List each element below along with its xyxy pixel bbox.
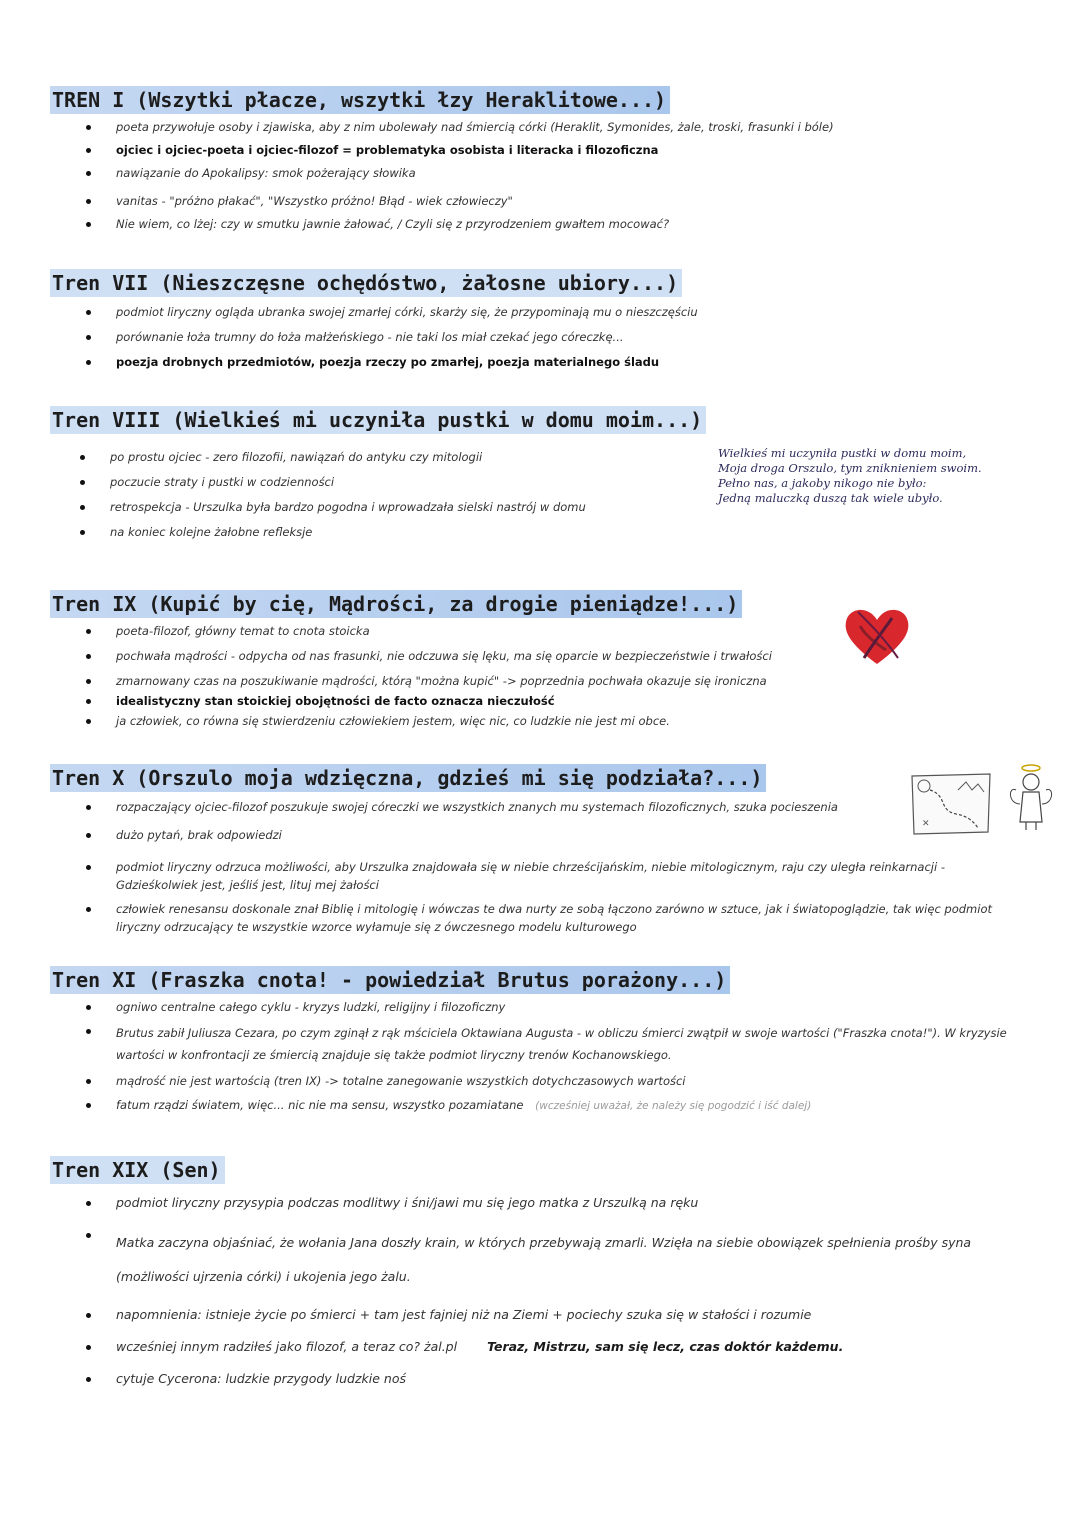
list-item: poeta przywołuje osoby i zjawiska, aby z nim ubolewały nad śmiercią córki (Heraklit, Symonides, żale, troski, frasunki i bóle) <box>0 118 1080 136</box>
list-item: poeta-filozof, główny temat to cnota stoicka <box>0 622 1080 640</box>
bullet-list <box>0 118 1080 233</box>
section-tren-11 <box>0 966 1080 1115</box>
list-item: Nie wiem, co lżej: czy w smutku jawnie żałować, / Czyli się z przyrodzeniem gwałtem mocować? <box>0 215 1080 233</box>
section-tren-9 <box>0 590 1080 730</box>
section-heading: Tren VIII (Wielkieś mi uczyniła pustki w domu moim...) <box>50 406 706 434</box>
section-heading: Tren VII (Nieszczęsne ochędóstwo, żałosne ubiory...) <box>50 269 682 297</box>
list-item: rozpaczający ojciec-filozof poszukuje swojej córeczki we wszystkich znanych mu systemach filozoficznych, szuka pocieszenia <box>0 798 1080 816</box>
poem-quote: Wielkieś mi uczyniła pustki w domu moim, Moja droga Orszulo, tym zniknieniem swoim. Pełno nas, a jakoby nikogo nie było: Jedną maluczką duszą tak wiele ubyło. <box>718 446 982 505</box>
bullet-list <box>0 622 1080 730</box>
section-heading: Tren XI (Fraszka cnota! - powiedział Brutus porażony...) <box>50 966 730 994</box>
list-item: podmiot liryczny odrzuca możliwości, aby Urszulka znajdowała się w niebie chrześcijańskim, niebie mitologicznym, raju czy uległa reinkarnacji - Gdzieśkolwiek jest, jeśliś jest, lituj mej żałości <box>0 858 1080 894</box>
section-heading: Tren X (Orszulo moja wdzięczna, gdzieś mi się podziała?...) <box>50 764 766 792</box>
list-item: nawiązanie do Apokalipsy: smok pożerający słowika <box>0 164 1080 182</box>
list-item: zmarnowany czas na poszukiwanie mądrości, którą "można kupić" -> poprzednia pochwała okazuje się ironiczna <box>0 672 1080 690</box>
bullet-list <box>0 998 1080 1115</box>
section-heading: Tren IX (Kupić by cię, Mądrości, za drogie pieniądze!...) <box>50 590 742 618</box>
list-item: mądrość nie jest wartością (tren IX) -> totalne zanegowanie wszystkich dotychczasowych wartości <box>0 1072 1080 1090</box>
list-item: porównanie łoża trumny do łoża małżeńskiego - nie taki los miał czekać jego córeczkę... <box>0 328 1080 346</box>
bullet-list <box>0 1194 1080 1388</box>
section-tren-8 <box>0 406 1080 541</box>
section-tren-1 <box>0 86 1080 233</box>
section-tren-10 <box>0 764 1080 936</box>
list-item: człowiek renesansu doskonale znał Biblię i mitologię i wówczas te dwa nurty ze sobą łączono zarówno w sztuce, jak i światopoglądzie, tak więc podmiot liryczny odrzucający te wszystkie wzorce wyłamuje się z ówczesnego modelu kulturowego <box>0 900 1080 936</box>
list-item: na koniec kolejne żałobne refleksje <box>0 523 1080 541</box>
list-item: podmiot liryczny przysypia podczas modlitwy i śni/jawi mu się jego matka z Urszulką na ręku <box>0 1194 1080 1212</box>
section-heading: TREN I (Wszytki płacze, wszytki łzy Heraklitowe...) <box>50 86 670 114</box>
list-item: podmiot liryczny ogląda ubranka swojej zmarłej córki, skarży się, że przypominają mu o nieszczęściu <box>0 303 1080 321</box>
list-item: Brutus zabił Juliusza Cezara, po czym zginął z rąk mściciela Oktawiana Augusta - w obliczu śmierci zwątpił w swoje wartości ("Fraszka cnota!"). W kryzysie wartości w konfrontacji ze śmiercią znajduje się także podmiot liryczny trenów Kochanowskiego. <box>0 1022 1080 1066</box>
list-item: pochwała mądrości - odpycha od nas frasunki, nie odczuwa się lęku, ma się oparcie w bezpieczeństwie i trwałości <box>0 647 1080 665</box>
list-item: fatum rządzi światem, więc... nic nie ma sensu, wszystko pozamiatane (wcześniej uważał, że należy się pogodzić i iść dalej) <box>0 1096 1080 1115</box>
list-item: ojciec i ojciec-poeta i ojciec-filozof = problematyka osobista i literacka i filozoficzna <box>0 141 1080 159</box>
list-item: retrospekcja - Urszulka była bardzo pogodna i wprowadzała sielski nastrój w domu <box>0 498 1080 516</box>
list-item: napomnienia: istnieje życie po śmierci + tam jest fajniej niż na Ziemi + pociechy szuka się w stałości i rozumie <box>0 1306 1080 1324</box>
crossed-heart-icon <box>840 602 914 668</box>
section-heading: Tren XIX (Sen) <box>50 1156 225 1184</box>
list-item: Matka zaczyna objaśniać, że wołania Jana doszły krain, w których przebywają zmarli. Wzięła na siebie obowiązek spełnienia prośby syna (możliwości ujrzenia córki) i ukojenia jego żalu. <box>0 1226 1080 1294</box>
list-item: cytuje Cycerona: ludzkie przygody ludzkie noś <box>0 1370 1080 1388</box>
bullet-list <box>0 303 1080 371</box>
section-tren-7 <box>0 269 1080 371</box>
list-item: po prostu ojciec - zero filozofii, nawiązań do antyku czy mitologii <box>0 448 1080 466</box>
list-item: ogniwo centralne całego cyklu - kryzys ludzki, religijny i filozoficzny <box>0 998 1080 1016</box>
list-item: idealistyczny stan stoickiej obojętności de facto oznacza nieczułość <box>0 692 1080 710</box>
angel-icon <box>1006 760 1056 836</box>
list-item: ja człowiek, co równa się stwierdzeniu człowiekiem jestem, więc nic, co ludzkie nie jest mi obce. <box>0 712 1080 730</box>
list-item: wcześniej innym radziłeś jako filozof, a teraz co? żal.pl Teraz, Mistrzu, sam się lecz, czas doktór każdemu. <box>0 1338 1080 1356</box>
section-tren-19 <box>0 1156 1080 1388</box>
list-item: poczucie straty i pustki w codzienności <box>0 473 1080 491</box>
list-item: dużo pytań, brak odpowiedzi <box>0 826 1080 844</box>
svg-text:✕: ✕ <box>922 819 930 829</box>
list-item: vanitas - "próżno płakać", "Wszystko próżno! Błąd - wiek człowieczy" <box>0 192 1080 210</box>
list-item: poezja drobnych przedmiotów, poezja rzeczy po zmarłej, poezja materialnego śladu <box>0 353 1080 371</box>
map-icon <box>908 770 994 836</box>
